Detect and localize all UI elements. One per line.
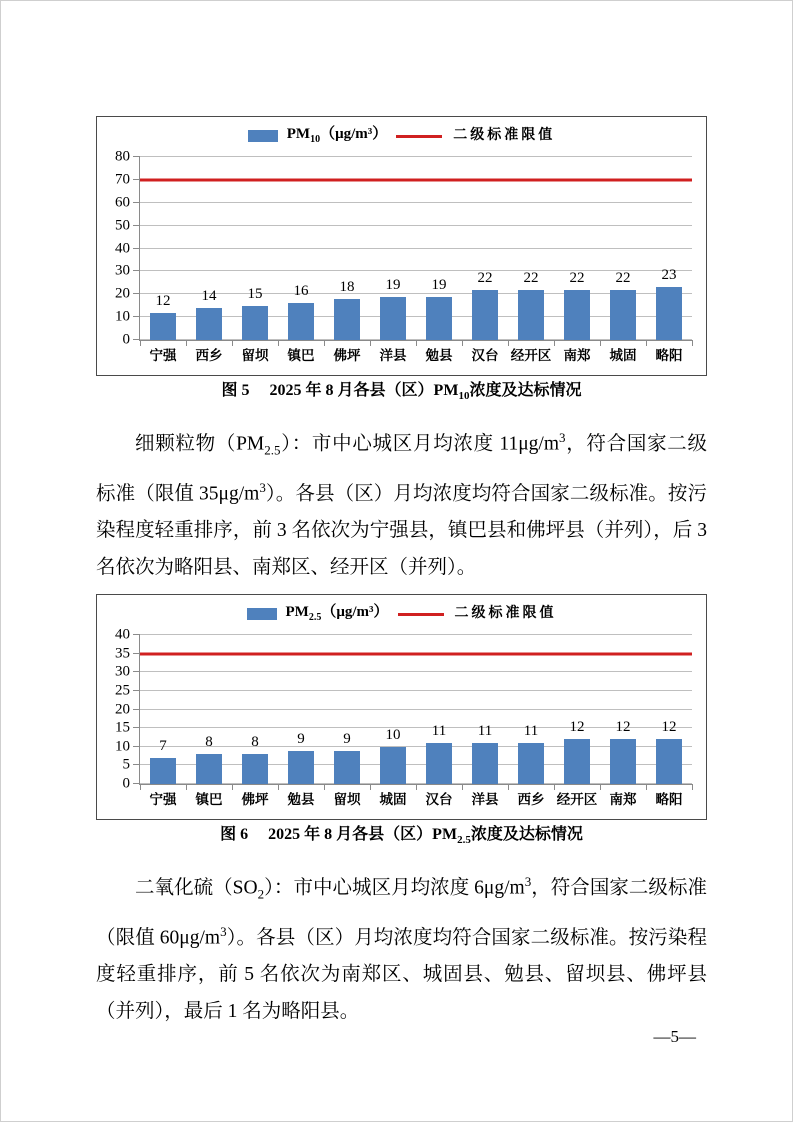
y-axis-label: 15	[115, 719, 130, 736]
gridline	[140, 671, 692, 672]
bar-5	[334, 299, 359, 340]
bar-value-label: 18	[339, 278, 355, 295]
x-axis-tick	[508, 784, 509, 790]
y-axis-tick	[133, 270, 140, 271]
limit-label: 二级标准限值	[453, 128, 556, 143]
y-axis-label: 30	[115, 262, 130, 279]
series-label	[286, 605, 389, 623]
bar-2	[196, 308, 221, 340]
bar-value-label: 11	[523, 723, 539, 740]
text-segment: 3	[559, 430, 566, 446]
bar-value-label: 19	[385, 276, 401, 293]
text-segment: ，符合国家二级标准（限值 35μg/m	[96, 433, 707, 505]
gridline	[140, 248, 692, 249]
x-axis-label: 勉县	[425, 348, 453, 363]
so2-paragraph	[96, 863, 707, 1030]
x-axis-tick	[508, 340, 509, 346]
bar-value-label: 15	[247, 285, 263, 302]
bar-value-label: 12	[615, 719, 631, 736]
gridline	[140, 156, 692, 157]
x-axis-tick	[600, 340, 601, 346]
bar-value-label: 10	[385, 726, 401, 743]
bar-value-label: 7	[159, 738, 167, 755]
bar-7	[426, 743, 451, 784]
y-axis-label: 25	[115, 682, 130, 699]
text-segment: 二氧化硫（SO	[135, 877, 258, 899]
bar-10	[564, 739, 589, 784]
bar-1	[150, 758, 175, 784]
plot-area	[115, 148, 692, 363]
x-axis-tick	[646, 340, 647, 346]
text-segment: 浓度及达标情况	[469, 382, 582, 399]
bar-value-label: 8	[205, 734, 213, 751]
bar-8	[472, 743, 497, 784]
text-segment: 10	[458, 390, 470, 403]
text-segment: 2	[257, 886, 265, 902]
x-axis-tick	[232, 340, 233, 346]
y-axis-label: 30	[115, 663, 130, 680]
x-axis-label: 宁强	[149, 348, 177, 363]
x-axis-tick	[692, 784, 693, 790]
y-axis-tick	[133, 727, 140, 728]
y-axis-label: 80	[115, 148, 130, 165]
x-axis-label: 西乡	[517, 792, 545, 808]
x-axis-label: 镇巴	[195, 792, 223, 808]
x-axis-tick	[416, 784, 417, 790]
y-axis-label: 5	[122, 756, 130, 773]
bar-11	[610, 739, 635, 784]
y-axis-tick	[133, 764, 140, 765]
x-axis-label: 略阳	[655, 792, 683, 808]
gridline	[140, 783, 692, 784]
figure-5-caption	[96, 380, 707, 407]
bar-value-label: 22	[615, 269, 631, 286]
x-axis-tick	[462, 784, 463, 790]
bar-12	[656, 287, 681, 340]
limit-line	[140, 178, 692, 181]
bar-value-label: 22	[569, 269, 585, 286]
bar-10	[564, 290, 589, 340]
series-label	[287, 127, 388, 145]
bar-value-label: 12	[569, 719, 585, 736]
text-segment: ）：市中心城区月均浓度 6μg/m	[264, 877, 525, 899]
text-segment: ）：市中心城区月均浓度 11μg/m	[280, 433, 559, 455]
x-axis-tick	[186, 784, 187, 790]
pm10-plot	[97, 149, 706, 375]
bar-value-label: 16	[293, 283, 309, 300]
x-axis-label: 勉县	[287, 792, 315, 808]
x-axis-tick	[140, 784, 141, 790]
y-axis-label: 20	[115, 285, 130, 302]
x-axis-tick	[462, 340, 463, 346]
page-content	[96, 116, 707, 1030]
y-axis-label: 10	[115, 738, 130, 755]
bar-8	[472, 290, 497, 340]
y-axis-tick	[133, 179, 140, 180]
y-axis-label: 50	[115, 217, 130, 234]
x-axis-label: 留坝	[241, 348, 269, 363]
bar-11	[610, 290, 635, 340]
text-segment: 浓度及达标情况	[470, 826, 583, 844]
text-segment: （μg/m³）	[320, 126, 388, 142]
bar-value-label: 9	[297, 730, 305, 747]
pm10-chart	[96, 116, 707, 376]
pm10-chart-legend	[97, 126, 706, 146]
y-axis-tick	[133, 634, 140, 635]
x-axis-label: 镇巴	[287, 348, 315, 363]
x-axis-tick	[554, 340, 555, 346]
x-axis-tick	[140, 340, 141, 346]
bar-value-label: 8	[251, 734, 259, 751]
bar-12	[656, 739, 681, 784]
x-axis-label: 南郑	[609, 792, 637, 808]
y-axis-label: 35	[115, 645, 130, 662]
y-axis-tick	[133, 671, 140, 672]
bar-value-label: 22	[523, 269, 539, 286]
x-axis-label: 南郑	[563, 348, 591, 363]
y-axis-label: 40	[115, 240, 130, 256]
bar-9	[518, 290, 543, 340]
gridline	[140, 634, 692, 635]
y-axis-tick	[133, 746, 140, 747]
y-axis-tick	[133, 225, 140, 226]
y-axis-label: 0	[122, 331, 130, 348]
x-axis-label: 宁强	[149, 792, 177, 808]
y-axis-tick	[133, 690, 140, 691]
x-axis-tick	[692, 340, 693, 346]
x-axis-tick	[370, 340, 371, 346]
bar-7	[426, 297, 451, 340]
text-segment: 2.5	[457, 834, 471, 847]
bar-value-label: 23	[661, 267, 677, 284]
page-number: —5—	[653, 1027, 696, 1046]
x-axis-tick	[186, 340, 187, 346]
gridline	[140, 225, 692, 226]
pm25-chart-legend	[97, 604, 706, 624]
text-segment: 细颗粒物（PM	[135, 433, 265, 455]
text-segment: 2.5	[308, 612, 322, 624]
x-axis-label: 经开区	[556, 792, 598, 808]
text-segment: PM	[285, 604, 309, 621]
x-axis-tick	[324, 340, 325, 346]
bar-2	[196, 754, 221, 784]
x-axis-label: 汉台	[425, 792, 453, 808]
x-axis-label: 佛坪	[333, 348, 361, 363]
pm25-plot	[97, 627, 706, 819]
series-swatch-icon	[248, 130, 278, 142]
gridline	[140, 202, 692, 203]
x-axis-label: 汉台	[471, 348, 499, 363]
pm25-chart	[96, 594, 707, 820]
x-axis-tick	[646, 784, 647, 790]
x-axis-tick	[554, 784, 555, 790]
bar-5	[334, 751, 359, 785]
bar-1	[150, 313, 175, 340]
x-axis-tick	[232, 784, 233, 790]
text-segment: 图 5 2025 年 8 月各县（区）PM	[221, 382, 459, 399]
bar-value-label: 22	[477, 269, 493, 286]
series-swatch-icon	[247, 608, 277, 620]
x-axis-tick	[278, 340, 279, 346]
text-segment: ，符合国家二级标准（限值 60μg/m	[96, 877, 707, 949]
x-axis-label: 城固	[379, 792, 407, 808]
bar-3	[242, 754, 267, 784]
y-axis-label: 20	[115, 701, 130, 718]
bar-9	[518, 743, 543, 784]
bar-4	[288, 751, 313, 785]
gridline	[140, 339, 692, 340]
limit-line-swatch-icon	[396, 135, 442, 138]
y-axis-tick	[133, 248, 140, 249]
y-axis-tick	[133, 293, 140, 294]
x-axis-label: 略阳	[655, 348, 683, 363]
bar-3	[242, 306, 267, 340]
y-axis-tick	[133, 783, 140, 784]
x-axis-tick	[416, 340, 417, 346]
figure-5-block	[96, 116, 707, 407]
y-axis-label: 70	[115, 171, 130, 188]
x-axis-tick	[324, 784, 325, 790]
plot-area	[115, 626, 692, 808]
x-axis-label: 佛坪	[241, 792, 269, 808]
bar-value-label: 12	[155, 292, 171, 309]
y-axis-tick	[133, 316, 140, 317]
y-axis-label: 60	[115, 194, 130, 211]
text-segment: 10	[310, 134, 321, 145]
bar-value-label: 19	[431, 276, 447, 293]
y-axis-tick	[133, 653, 140, 654]
text-segment: 3	[259, 479, 266, 495]
gridline	[140, 690, 692, 691]
y-axis-tick	[133, 339, 140, 340]
y-axis-label: 40	[115, 626, 130, 643]
y-axis-tick	[133, 202, 140, 203]
pm25-paragraph	[96, 419, 707, 586]
bar-value-label: 12	[661, 719, 677, 736]
bar-6	[380, 297, 405, 340]
limit-line	[140, 652, 692, 655]
y-axis-label: 0	[122, 775, 130, 792]
text-segment: 3	[220, 923, 227, 939]
bar-value-label: 9	[343, 730, 351, 747]
y-axis-tick	[133, 156, 140, 157]
text-segment: ）。各县（区）月均浓度均符合国家二级标准。按污染程度轻重排序，前 5 名依次为南郑区、城固县、勉县、留坝县、佛坪县（并列），最后 1 名为略阳县。	[96, 927, 707, 1023]
limit-line-swatch-icon	[398, 613, 444, 616]
x-axis-label: 洋县	[379, 348, 407, 363]
x-axis-label: 留坝	[333, 792, 361, 808]
limit-label: 二级标准限值	[454, 606, 557, 622]
x-axis-tick	[278, 784, 279, 790]
y-axis-label: 10	[115, 308, 130, 325]
text-segment: （μg/m³）	[321, 604, 389, 621]
bar-value-label: 11	[477, 723, 493, 740]
x-axis-label: 城固	[609, 348, 637, 363]
x-axis-tick	[370, 784, 371, 790]
text-segment: 2.5	[264, 442, 281, 458]
text-segment: ）。各县（区）月均浓度均符合国家二级标准。按污染程度轻重排序，前 3 名依次为宁强县，镇巴县和佛坪县（并列），后 3 名依次为略阳县、南郑区、经开区（并列）。	[96, 483, 707, 579]
x-axis-label: 西乡	[195, 348, 223, 363]
bar-4	[288, 303, 313, 340]
gridline	[140, 316, 692, 317]
bar-value-label: 11	[431, 723, 447, 740]
gridline	[140, 709, 692, 710]
x-axis-label: 洋县	[471, 792, 499, 808]
gridline	[140, 764, 692, 765]
bar-6	[380, 747, 405, 784]
text-segment: PM	[286, 126, 311, 142]
text-segment: 3	[524, 874, 532, 890]
figure-6-caption	[96, 824, 707, 851]
figure-6-block	[96, 594, 707, 851]
bar-value-label: 14	[201, 287, 217, 304]
y-axis-tick	[133, 709, 140, 710]
x-axis-label: 经开区	[510, 348, 552, 363]
text-segment: 图 6 2025 年 8 月各县（区）PM	[220, 826, 458, 844]
x-axis-tick	[600, 784, 601, 790]
